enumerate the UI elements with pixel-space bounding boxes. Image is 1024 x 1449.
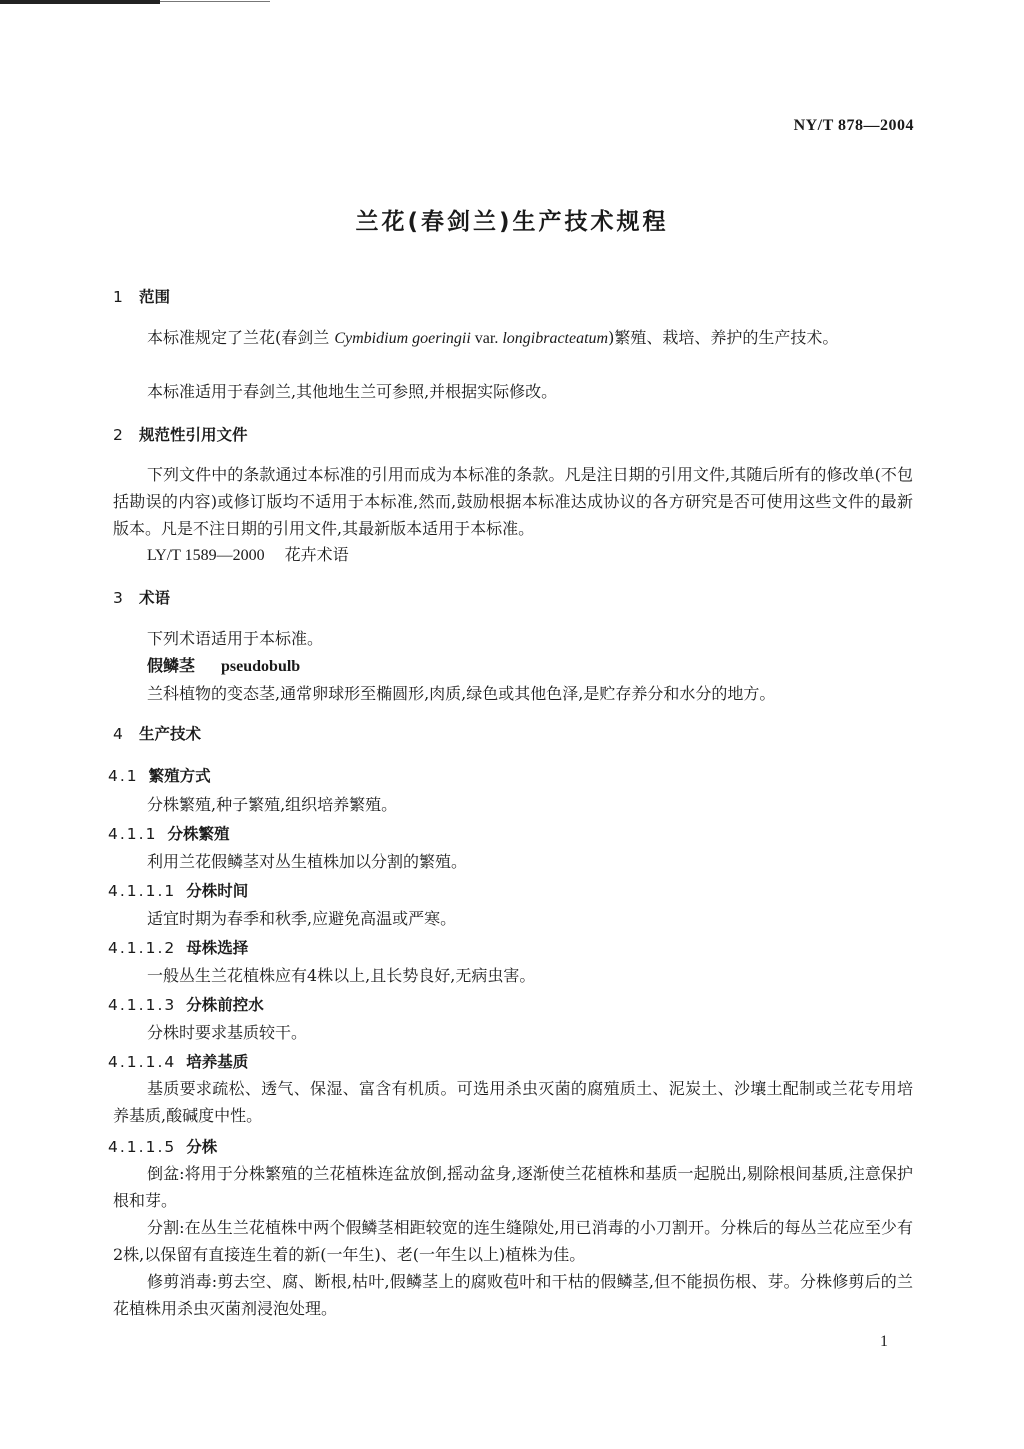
subsection-number: 4.1.1.5 (108, 1138, 177, 1156)
subsection-4-1-1-4-text: 基质要求疏松、透气、保湿、富含有机质。可选用杀虫灭菌的腐殖质土、泥炭土、沙壤土配制或兰花专用培养基质,酸碱度中性。 (113, 1079, 913, 1125)
term-definition: 兰科植物的变态茎,通常卵球形至椭圆形,肉质,绿色或其他色泽,是贮存养分和水分的地方。 (147, 684, 776, 703)
section-title: 规范性引用文件 (139, 426, 248, 444)
subsection-number: 4.1 (108, 767, 139, 785)
subsection-number: 4.1.1.4 (108, 1053, 177, 1071)
subsection-title: 繁殖方式 (148, 767, 211, 785)
subsection-title: 分株前控水 (186, 996, 264, 1014)
subsection-title: 培养基质 (186, 1053, 249, 1071)
section-number: 4 (113, 725, 123, 743)
subsection-title: 分株时间 (186, 882, 249, 900)
subsection-4-1-1-1-text: 适宜时期为春季和秋季,应避免高温或严寒。 (147, 909, 457, 928)
subsection-4-1-1-heading (108, 822, 229, 844)
section-number: 1 (113, 288, 123, 306)
section-4-heading (113, 722, 201, 744)
division-paragraph-3: 修剪消毒:剪去空、腐、断根,枯叶,假鳞茎上的腐败苞叶和干枯的假鳞茎,但不能损伤根、芽。分株修剪后的兰花植株用杀虫灭菌剂浸泡处理。 (113, 1272, 913, 1318)
division-paragraph-2: 分割:在丛生兰花植株中两个假鳞茎相距较宽的连生缝隙处,用已消毒的小刀割开。分株后的每丛兰花应至少有2株,以保留有直接连生着的新(一年生)、老(一年生以上)植株为佳。 (113, 1218, 913, 1264)
subsection-4-1-1-3-heading (108, 993, 264, 1015)
subsection-number: 4.1.1.2 (108, 939, 177, 957)
section-number: 2 (113, 426, 123, 444)
subsection-4-1-1-2-text: 一般丛生兰花植株应有4株以上,且长势良好,无病虫害。 (147, 966, 536, 985)
subsection-4-1-1-5-heading (108, 1135, 217, 1157)
section-3-intro: 下列术语适用于本标准。 (147, 629, 324, 648)
term-chinese: 假鳞茎 (147, 656, 196, 675)
section-1-paragraph-2: 本标准适用于春剑兰,其他地生兰可参照,并根据实际修改。 (147, 382, 558, 401)
term-english: pseudobulb (221, 658, 301, 675)
latin-genus: Cymbidium goeringii (334, 330, 471, 347)
subsection-number: 4.1.1 (108, 825, 158, 843)
subsection-4-1-1-2-heading (108, 936, 248, 958)
section-2-heading (113, 423, 248, 445)
text-run: 本标准规定了兰花(春剑兰 (147, 328, 335, 347)
section-title: 生产技术 (139, 725, 202, 743)
section-title: 范围 (139, 288, 171, 306)
scan-border-mark-thin (160, 1, 270, 2)
subsection-4-1-1-3-text: 分株时要求基质较干。 (147, 1023, 308, 1042)
subsection-number: 4.1.1.1 (108, 882, 177, 900)
subsection-4-1-text: 分株繁殖,种子繁殖,组织培养繁殖。 (147, 795, 398, 814)
subsection-number: 4.1.1.3 (108, 996, 177, 1014)
normative-reference (147, 542, 349, 565)
subsection-title: 分株繁殖 (167, 825, 230, 843)
latin-var: var. (470, 330, 503, 347)
subsection-4-1-heading (108, 764, 211, 786)
subsection-4-1-1-4-heading (108, 1050, 248, 1072)
term-entry (147, 653, 300, 676)
reference-title: 花卉术语 (284, 545, 349, 564)
document-title: 兰花(春剑兰)生产技术规程 (355, 209, 669, 235)
latin-epithet: longibracteatum (502, 330, 609, 347)
section-1-heading (113, 285, 170, 307)
subsection-4-1-1-text: 利用兰花假鳞茎对丛生植株加以分割的繁殖。 (147, 852, 468, 871)
section-2-paragraph-1: 下列文件中的条款通过本标准的引用而成为本标准的条款。凡是注日期的引用文件,其随后所有的修改单(不包括勘误的内容)或修订版均不适用于本标准,然而,鼓励根据本标准达成协议的各方研究是否可使用这些文件的最新版本。凡是不注日期的引用文件,其最新版本适用于本标准。 (113, 465, 913, 538)
section-number: 3 (113, 589, 123, 607)
scan-border-mark (0, 0, 160, 4)
standard-number: NY/T 878—2004 (793, 117, 914, 134)
reference-code: LY/T 1589—2000 (147, 547, 265, 564)
division-paragraph-1: 倒盆:将用于分株繁殖的兰花植株连盆放倒,摇动盆身,逐渐使兰花植株和基质一起脱出,剔除根间基质,注意保护根和芽。 (113, 1164, 913, 1210)
subsection-4-1-1-1-heading (108, 879, 248, 901)
section-title: 术语 (139, 589, 171, 607)
page-number: 1 (880, 1333, 888, 1350)
subsection-title: 分株 (186, 1138, 218, 1156)
section-3-heading (113, 586, 170, 608)
text-run: )繁殖、栽培、养护的生产技术。 (608, 328, 839, 347)
section-1-paragraph-1 (113, 324, 913, 352)
subsection-title: 母株选择 (186, 939, 249, 957)
